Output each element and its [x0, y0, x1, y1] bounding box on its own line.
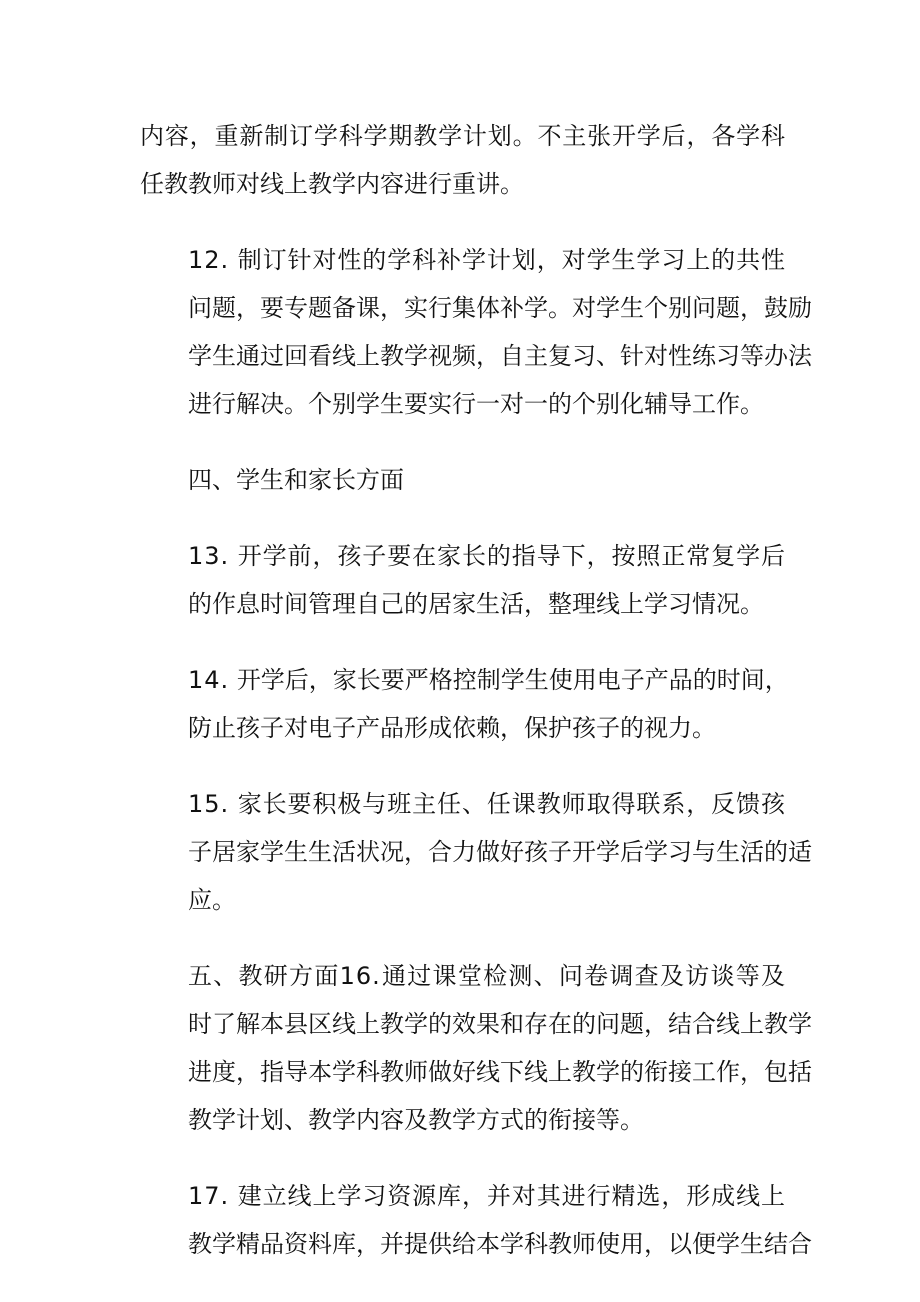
text-line	[140, 236, 785, 284]
item-number: 16.	[339, 962, 381, 990]
text-line	[140, 1172, 785, 1220]
text-line	[140, 532, 785, 580]
text-line	[140, 780, 785, 828]
item-number: 13.	[188, 542, 230, 570]
paragraph-13	[140, 532, 785, 628]
text-segment: 制订针对性的学科补学计划，对学生学习上的共性	[237, 246, 785, 274]
section-heading-4: 四、学生和家长方面	[188, 466, 404, 494]
text-line: 学生通过回看线上教学视频，自主复习、针对性练习等办法	[188, 342, 812, 370]
text-segment: 开学后，家长要严格控制学生使用电子产品的时间，	[236, 666, 789, 694]
text-segment: 家长要积极与班主任、任课教师取得联系，反馈孩	[237, 790, 785, 818]
paragraph-intro	[140, 112, 785, 208]
text-line: 的作息时间管理自己的居家生活，整理线上学习情况。	[188, 590, 764, 618]
text-segment: 通过课堂检测、问卷调查及访谈等及	[380, 962, 786, 990]
text-segment: 开学前，孩子要在家长的指导下，按照正常复学后	[237, 542, 785, 570]
paragraph-17	[140, 1172, 812, 1268]
item-number: 12.	[188, 246, 230, 274]
text-line: 教学计划、教学内容及教学方式的衔接等。	[188, 1106, 644, 1134]
document-body	[140, 112, 812, 1296]
paragraph-16	[140, 952, 812, 1144]
text-line	[140, 656, 789, 704]
item-number: 14.	[188, 666, 230, 694]
text-segment: 建立线上学习资源库，并对其进行精选，形成线上	[237, 1182, 785, 1210]
item-number: 17.	[188, 1182, 230, 1210]
section-heading-5: 五、教研方面	[188, 962, 340, 990]
text-line: 防止孩子对电子产品形成依赖，保护孩子的视力。	[188, 714, 716, 742]
text-line: 内容，重新制订学科学期教学计划。不主张开学后，各学科	[140, 122, 785, 150]
text-line: 子居家学生生活状况，合力做好孩子开学后学习与生活的适	[188, 838, 812, 866]
text-line: 问题，要专题备课，实行集体补学。对学生个别问题，鼓励	[188, 294, 812, 322]
paragraph-12	[140, 236, 812, 428]
text-line: 教学精品资料库，并提供给本学科教师使用，以便学生结合	[188, 1230, 812, 1258]
text-line: 任教教师对线上教学内容进行重讲。	[140, 170, 524, 198]
text-line: 时了解本县区线上教学的效果和存在的问题，结合线上教学	[188, 1010, 812, 1038]
text-line: 应。	[188, 886, 236, 914]
text-line	[140, 952, 785, 1000]
text-line: 进度，指导本学科教师做好线下线上教学的衔接工作，包括	[188, 1058, 812, 1086]
item-number: 15.	[188, 790, 230, 818]
text-line: 进行解决。个别学生要实行一对一的个别化辅导工作。	[188, 390, 764, 418]
paragraph-15	[140, 780, 812, 924]
paragraph-14	[140, 656, 789, 752]
